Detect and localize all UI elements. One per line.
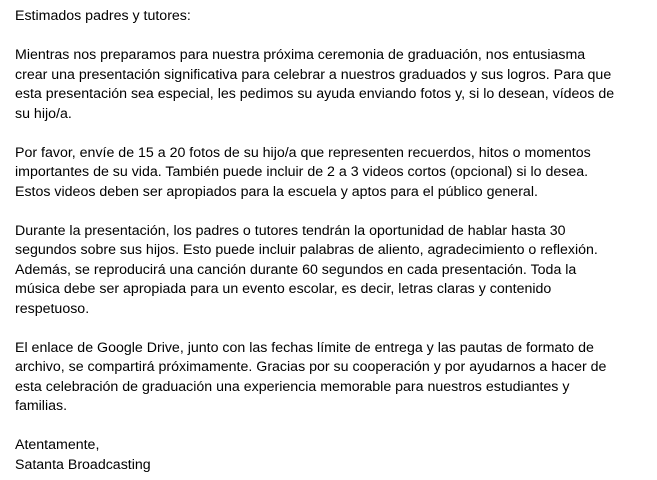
closing-block <box>15 436 645 475</box>
salutation <box>15 7 645 27</box>
paragraph-line: respetuoso. <box>15 300 90 317</box>
paragraph-line: importantes de su vida. También puede incluir de 2 a 3 videos cortos (opcional) si lo desea. <box>15 164 589 180</box>
paragraph-line: su hijo/a. <box>15 105 72 122</box>
paragraph-line: familias. <box>15 398 68 414</box>
paragraph-line: Además, se reproducirá una canción durante 60 segundos en cada presentación. Toda la <box>15 261 577 278</box>
paragraph-line: Durante la presentación, los padres o tutores tendrán la oportunidad de hablar hasta 30 <box>15 222 566 239</box>
paragraph-line: Estos videos deben ser apropiados para la escuela y aptos para el público general. <box>15 183 538 200</box>
paragraph-line: crear una presentación significativa para celebrar a nuestros graduados y sus logros. Para que <box>15 66 612 83</box>
salutation-text: Estimados padres y tutores: <box>15 8 191 24</box>
paragraph-photos-videos <box>15 144 645 203</box>
paragraph-line: El enlace de Google Drive, junto con las fechas límite de entrega y las pautas de formato de <box>15 339 594 356</box>
paragraph-line: Por favor, envíe de 15 a 20 fotos de su hijo/a que representen recuerdos, hitos o momentos <box>15 144 591 161</box>
paragraph-graduation-intro <box>15 46 645 124</box>
paragraph-line: esta presentación sea especial, les pedimos su ayuda enviando fotos y, si lo desean, vídeos de <box>15 86 615 102</box>
letter-body <box>15 7 645 475</box>
paragraph-line: esta celebración de graduación una experiencia memorable para nuestros estudiantes y <box>15 378 570 395</box>
paragraph-line: Mientras nos preparamos para nuestra próxima ceremonia de graduación, nos entusiasma <box>15 47 586 63</box>
paragraph-line: segundos sobre sus hijos. Esto puede incluir palabras de aliento, agradecimiento o reflexión. <box>15 242 598 258</box>
paragraph-line: música debe ser apropiada para un evento escolar, es decir, letras claras y contenido <box>15 281 552 297</box>
closing-text: Atentamente, <box>15 437 100 453</box>
signature: Satanta Broadcasting <box>15 456 151 473</box>
paragraph-line: archivo, se compartirá próximamente. Gracias por su cooperación y por ayudarnos a hacer de <box>15 359 607 375</box>
paragraph-speech-music <box>15 222 645 320</box>
paragraph-google-drive <box>15 339 645 417</box>
